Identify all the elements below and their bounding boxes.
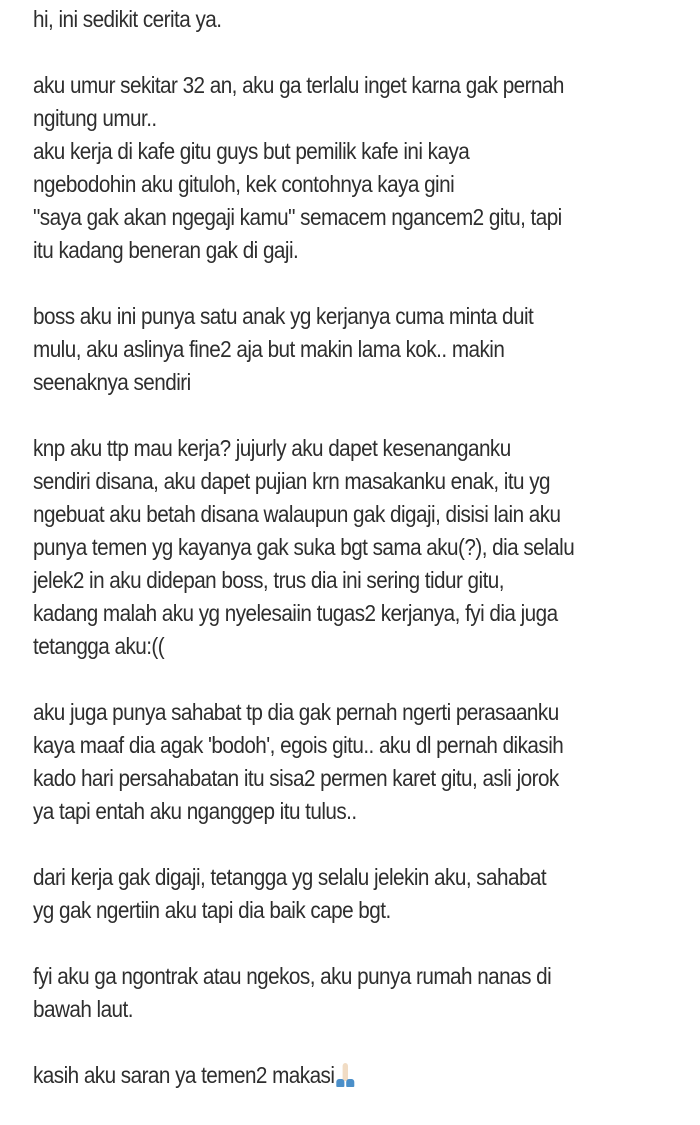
paragraph-house [33,960,645,1026]
paragraph-intro [33,69,645,267]
folded-hands-icon [335,1063,355,1089]
text-line: punya temen yg kayanya gak suka bgt sama aku(?), dia selalu [33,534,575,560]
paragraph-why-work [33,432,645,663]
paragraph-best-friend [33,696,645,828]
text-line: kaya maaf dia agak 'bodoh', egois gitu.. aku dl pernah dikasih [33,732,564,758]
text-line: bawah laut. [33,996,133,1022]
text-line: aku juga punya sahabat tp dia gak pernah ngerti perasaanku [33,699,559,725]
text-line: fyi aku ga ngontrak atau ngekos, aku punya rumah nanas di [33,963,552,989]
text-line: dari kerja gak digaji, tetangga yg selalu jelekin aku, sahabat [33,864,547,890]
text-line: seenaknya sendiri [33,369,191,395]
paragraph-summary [33,861,645,927]
folded-hands-left-cuff [336,1079,344,1087]
text-line: aku kerja di kafe gitu guys but pemilik kafe ini kaya [33,138,470,164]
text-line: kadang malah aku yg nyelesaiin tugas2 kerjanya, fyi dia juga [33,600,558,626]
folded-hands-right-cuff [346,1079,354,1087]
post-body [33,3,645,1125]
text-line: aku umur sekitar 32 an, aku ga terlalu inget karna gak pernah [33,72,564,98]
paragraph-boss [33,300,645,399]
text-line: ya tapi entah aku nganggep itu tulus.. [33,798,357,824]
text-line: mulu, aku aslinya fine2 aja but makin lama kok.. makin [33,336,505,362]
text-line: boss aku ini punya satu anak yg kerjanya cuma minta duit [33,303,534,329]
text-line: jelek2 in aku didepan boss, trus dia ini sering tidur gitu, [33,567,504,593]
closing-text: kasih aku saran ya temen2 makasi [33,1062,335,1088]
text-line: ngebuat aku betah disana walaupun gak digaji, disisi lain aku [33,501,561,527]
text-line: itu kadang beneran gak di gaji. [33,237,299,263]
text-line [33,1059,645,1092]
text-line: ngebodohin aku gituloh, kek contohnya kaya gini [33,171,455,197]
text-line: tetangga aku:(( [33,633,165,659]
text-line: hi, ini sedikit cerita ya. [33,6,222,32]
text-line: "saya gak akan ngegaji kamu" semacem ngancem2 gitu, tapi [33,204,562,230]
text-line: sendiri disana, aku dapet pujian krn masakanku enak, itu yg [33,468,551,494]
text-line: yg gak ngertiin aku tapi dia baik cape bgt. [33,897,391,923]
text-line: ngitung umur.. [33,105,157,131]
paragraph-greeting [33,3,645,36]
text-line: knp aku ttp mau kerja? jujurly aku dapet kesenanganku [33,435,511,461]
text-line: kado hari persahabatan itu sisa2 permen karet gitu, asli jorok [33,765,559,791]
paragraph-closing [33,1059,645,1092]
